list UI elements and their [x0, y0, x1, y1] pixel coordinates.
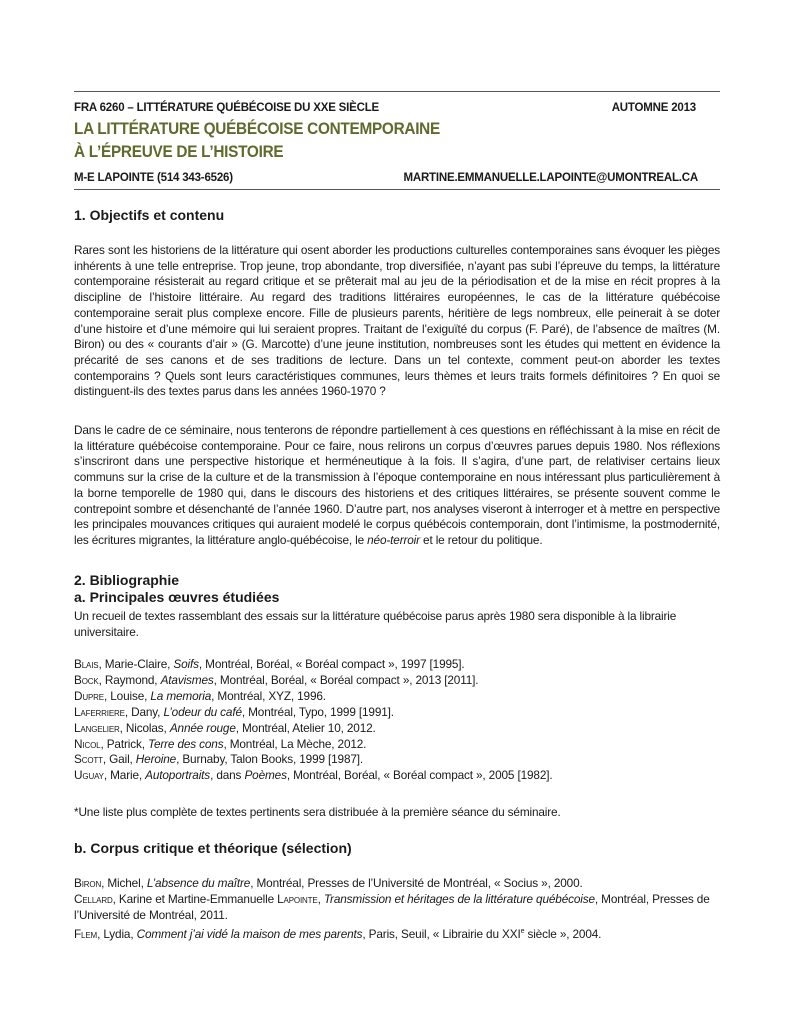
course-code: FRA 6260 – LITTÉRATURE QUÉBÉCOISE DU XXE SIÈCLE [74, 102, 379, 114]
top-rule [74, 91, 720, 92]
subsection-a-heading: a. Principales œuvres étudiées [74, 589, 280, 605]
list-item: Biron, Michel, L’absence du maître, Montréal, Presses de l’Université de Montréal, « Socius », 2000. [74, 876, 583, 890]
list-item: Scott, Gail, Heroine, Burnaby, Talon Books, 1999 [1987]. [74, 752, 364, 767]
instructor-email[interactable]: MARTINE.EMMANUELLE.LAPOINTE@UMONTREAL.CA [403, 172, 698, 184]
section2-heading: 2. Bibliographie [74, 572, 180, 588]
para2-end: et le retour du politique. [419, 532, 543, 547]
list-item: Langelier, Nicolas, Année rouge, Montréal, Atelier 10, 2012. [74, 720, 376, 735]
list-item: Cellard, Karine et Martine-Emmanuelle Lapointe, Transmission et héritages de la littérature québécoise, Montréal, Presses de l’Université de Montréal, 2011. [74, 891, 710, 922]
list-item: Flem, Lydia, Comment j’ai vidé la maison de mes parents, Paris, Seuil, « Librairie du XXIe siècle », 2004. [74, 926, 602, 941]
list-item: Uguay, Marie, Autoportraits, dans Poèmes, Montréal, Boréal, « Boréal compact », 2005 [1982]. [74, 768, 553, 783]
objectives-paragraph-1: Rares sont les historiens de la littérature qui osent aborder les productions culturelles contemporaines sans évoquer les pièges inhérents à une telle entreprise. Trop jeune, trop abondante, trop diversifiée, n’ayant pas subi l’épreuve du temps, la littérature contemporaine résisterait au regard critique et se prêterait mal au jeu de la périodisation et de la mise en récit propres à la discipline de l’histoire littéraire. Au regard des traditions littéraires européennes, le cas de la littérature québécoise contemporaine serait plus complexe encore. Fille de plusieurs parents, héritière de legs nombreux, elle peinerait à se doter d’une histoire et d’une mémoire qui lui seraient propres. Traitant de l’exiguïté du corpus (F. Paré), de l’absence de maîtres (M. Biron) ou des « courants d’air » (G. Marcotte) d’une jeune institution, nombreuses sont les études qui mettent en évidence la précarité de ses canons et de ses traditions de lecture. Dans un tel contexte, comment peut-on aborder les textes contemporains ? Quels sont leurs caractéristiques communes, leurs thèmes et leurs traits formels définitoires ? En quoi se distinguent-ils des textes parus dans les années 1960-1970 ? [74, 243, 720, 399]
critical-list [74, 876, 720, 943]
header-bottom-rule [74, 189, 720, 190]
supplementary-list-note: *Une liste plus complète de textes pertinents sera distribuée à la première séance du séminaire. [74, 805, 561, 819]
course-title-line2: À L’ÉPREUVE DE L’HISTOIRE [74, 143, 284, 161]
instructor-row [74, 172, 698, 184]
objectives-paragraph-2 [74, 423, 720, 549]
course-title-line1: LA LITTÉRATURE QUÉBÉCOISE CONTEMPORAINE [74, 120, 440, 138]
list-item: Nicol, Patrick, Terre des cons, Montréal, La Mèche, 2012. [74, 736, 367, 751]
subsection-b-heading: b. Corpus critique et théorique (sélection) [74, 840, 352, 856]
list-item: Blais, Marie-Claire, Soifs, Montréal, Boréal, « Boréal compact », 1997 [1995]. [74, 657, 465, 671]
para2-main: Dans le cadre de ce séminaire, nous tenterons de répondre partiellement à ces questions en réfléchissant à la mise en récit de la littérature québécoise contemporaine. Pour ce faire, nous relirons un corpus d’œuvres parues depuis 1980. Nos réflexions s’inscriront dans une perspective historique et herméneutique à la fois. Il s’agira, d’une part, de relativiser certains lieux communs sur la crise de la culture et de la transmission à l’époque contemporaine en nous intéressant plus particulièrement à la borne temporelle de 1980 qui, dans le discours des historiens et des critiques littéraires, se présente souvent comme le contrepoint sombre et désenchanté de l’année 1960. D’autre part, nos analyses viseront à interroger et à mettre en perspective les principales mouvances critiques qui auraient modelé le corpus québécois contemporain, dont l’intimisme, la postmodernité, les écritures migrantes, la littérature anglo-québécoise, le [74, 423, 720, 547]
para2-emphasis: néo-terroir [367, 532, 420, 547]
course-header-row [74, 102, 696, 114]
list-item: Laferriere, Dany, L’odeur du café, Montréal, Typo, 1999 [1991]. [74, 704, 394, 719]
bibliography-intro: Un recueil de textes rassemblant des essais sur la littérature québécoise parus après 1980 sera disponible à la librairie universitaire. [74, 609, 677, 639]
works-list [74, 657, 720, 784]
instructor-contact: M-E LAPOINTE (514 343-6526) [74, 172, 233, 184]
list-item: Bock, Raymond, Atavismes, Montréal, Boréal, « Boréal compact », 2013 [2011]. [74, 672, 479, 687]
term: AUTOMNE 2013 [611, 102, 696, 114]
list-item: Dupre, Louise, La memoria, Montréal, XYZ, 1996. [74, 688, 326, 703]
section1-heading: 1. Objectifs et contenu [74, 207, 225, 223]
